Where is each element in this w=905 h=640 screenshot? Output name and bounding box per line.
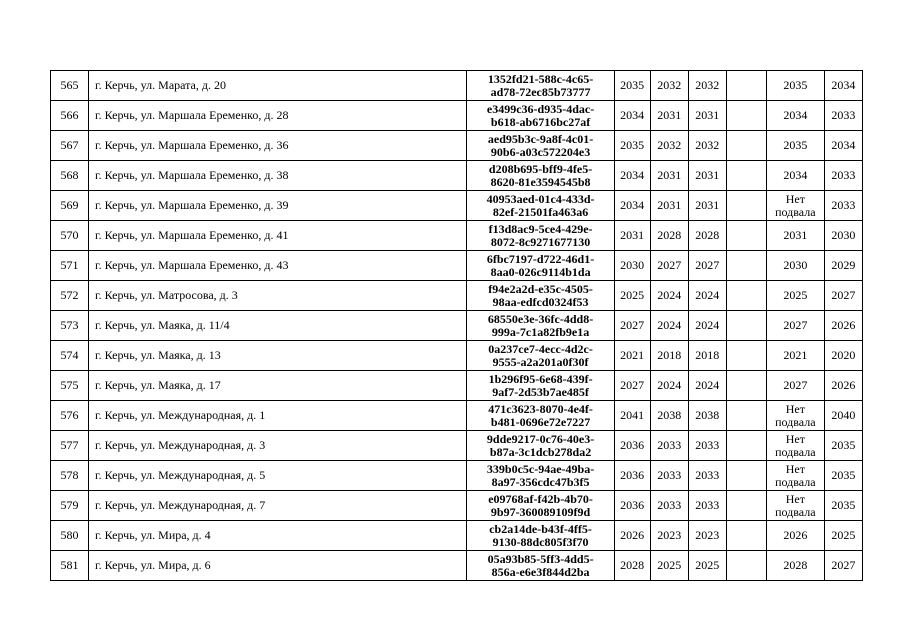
year-cell-3: 2028 bbox=[688, 221, 726, 251]
table-row bbox=[51, 401, 863, 431]
row-number-cell: 565 bbox=[51, 71, 89, 101]
row-number-cell: 576 bbox=[51, 401, 89, 431]
address-cell: г. Керчь, ул. Маяка, д. 17 bbox=[89, 371, 467, 401]
basement-line-1: 2034 bbox=[783, 168, 808, 182]
year-cell-1: 2041 bbox=[614, 401, 650, 431]
house-guid-cell bbox=[467, 131, 614, 161]
basement-line-1: Нет bbox=[785, 191, 805, 206]
guid-line-2: 8aa0-026c9114b1da bbox=[490, 264, 591, 279]
year-cell-2: 2025 bbox=[650, 551, 688, 581]
year-cell-6: 2020 bbox=[824, 341, 862, 371]
basement-year-cell bbox=[766, 371, 824, 401]
house-guid-cell bbox=[467, 491, 614, 521]
basement-year-cell bbox=[766, 311, 824, 341]
year-cell-1: 2034 bbox=[614, 191, 650, 221]
guid-line-2: 8a97-356cdc47b3f5 bbox=[491, 474, 590, 489]
year-cell-2: 2024 bbox=[650, 311, 688, 341]
row-number-cell: 572 bbox=[51, 281, 89, 311]
house-guid-cell bbox=[467, 221, 614, 251]
guid-line-1: 0a237ce7-4ecc-4d2c- bbox=[488, 341, 593, 356]
guid-line-2: 90b6-a03c572204e3 bbox=[490, 144, 591, 159]
basement-line-1: 2026 bbox=[783, 528, 808, 542]
guid-line-2: 9555-a2a201a0f30f bbox=[492, 354, 589, 369]
year-cell-2: 2028 bbox=[650, 221, 688, 251]
table-row bbox=[51, 341, 863, 371]
basement-year-cell bbox=[766, 71, 824, 101]
empty-year-cell bbox=[726, 161, 766, 191]
basement-line-1: Нет bbox=[785, 461, 805, 476]
basement-line-2: подвала bbox=[775, 414, 816, 429]
year-cell-1: 2031 bbox=[614, 221, 650, 251]
year-cell-1: 2021 bbox=[614, 341, 650, 371]
year-cell-6: 2035 bbox=[824, 461, 862, 491]
year-cell-6: 2029 bbox=[824, 251, 862, 281]
house-guid-cell bbox=[467, 101, 614, 131]
address-cell: г. Керчь, ул. Маяка, д. 11/4 bbox=[89, 311, 467, 341]
basement-year-cell bbox=[766, 131, 824, 161]
basement-line-1: 2021 bbox=[783, 348, 808, 362]
guid-line-1: f13d8ac9-5ce4-429e- bbox=[488, 221, 593, 236]
table-row bbox=[51, 491, 863, 521]
year-cell-6: 2033 bbox=[824, 101, 862, 131]
house-guid-cell bbox=[467, 551, 614, 581]
basement-line-2: подвала bbox=[775, 474, 816, 489]
house-guid-cell bbox=[467, 281, 614, 311]
table-row bbox=[51, 71, 863, 101]
year-cell-3: 2024 bbox=[688, 281, 726, 311]
year-cell-3: 2027 bbox=[688, 251, 726, 281]
address-cell: г. Керчь, ул. Маршала Еременко, д. 41 bbox=[89, 221, 467, 251]
guid-line-2: 999a-7c1a82fb9e1a bbox=[491, 324, 590, 339]
address-cell: г. Керчь, ул. Маршала Еременко, д. 43 bbox=[89, 251, 467, 281]
table-row bbox=[51, 191, 863, 221]
basement-year-cell bbox=[766, 461, 824, 491]
guid-line-2: 9b97-360089109f9d bbox=[490, 504, 591, 519]
year-cell-2: 2023 bbox=[650, 521, 688, 551]
year-cell-2: 2032 bbox=[650, 131, 688, 161]
house-guid-cell bbox=[467, 191, 614, 221]
guid-line-1: cb2a14de-b43f-4ff5- bbox=[489, 521, 592, 536]
year-cell-2: 2031 bbox=[650, 191, 688, 221]
row-number-cell: 569 bbox=[51, 191, 89, 221]
basement-line-1: Нет bbox=[785, 491, 805, 506]
year-cell-1: 2025 bbox=[614, 281, 650, 311]
row-number-cell: 577 bbox=[51, 431, 89, 461]
row-number-cell: 573 bbox=[51, 311, 89, 341]
address-cell: г. Керчь, ул. Международная, д. 5 bbox=[89, 461, 467, 491]
guid-line-1: aed95b3c-9a8f-4c01- bbox=[487, 131, 594, 146]
basement-year-cell bbox=[766, 251, 824, 281]
table-row bbox=[51, 461, 863, 491]
year-cell-2: 2027 bbox=[650, 251, 688, 281]
year-cell-1: 2036 bbox=[614, 491, 650, 521]
address-cell: г. Керчь, ул. Маяка, д. 13 bbox=[89, 341, 467, 371]
house-guid-cell bbox=[467, 71, 614, 101]
empty-year-cell bbox=[726, 521, 766, 551]
guid-line-1: 05a93b85-5ff3-4dd5- bbox=[487, 551, 594, 566]
guid-line-1: e3499c36-d935-4dac- bbox=[486, 101, 595, 116]
basement-year-cell bbox=[766, 431, 824, 461]
basement-year-cell bbox=[766, 221, 824, 251]
address-cell: г. Керчь, ул. Маршала Еременко, д. 38 bbox=[89, 161, 467, 191]
year-cell-6: 2027 bbox=[824, 551, 862, 581]
empty-year-cell bbox=[726, 401, 766, 431]
guid-line-1: f94e2a2d-e35c-4505- bbox=[488, 281, 593, 296]
year-cell-1: 2035 bbox=[614, 131, 650, 161]
guid-line-1: 339b0c5c-94ae-49ba- bbox=[486, 461, 595, 476]
address-cell: г. Керчь, ул. Мира, д. 6 bbox=[89, 551, 467, 581]
basement-line-1: 2025 bbox=[783, 288, 808, 302]
year-cell-1: 2036 bbox=[614, 431, 650, 461]
basement-line-2: подвала bbox=[775, 204, 816, 219]
row-number-cell: 570 bbox=[51, 221, 89, 251]
row-number-cell: 567 bbox=[51, 131, 89, 161]
row-number-cell: 581 bbox=[51, 551, 89, 581]
empty-year-cell bbox=[726, 371, 766, 401]
row-number-cell: 571 bbox=[51, 251, 89, 281]
year-cell-6: 2026 bbox=[824, 311, 862, 341]
empty-year-cell bbox=[726, 131, 766, 161]
empty-year-cell bbox=[726, 101, 766, 131]
basement-line-2: подвала bbox=[775, 444, 816, 459]
guid-line-2: b481-0696e72e7227 bbox=[490, 414, 591, 429]
row-number-cell: 566 bbox=[51, 101, 89, 131]
basement-line-1: 2030 bbox=[783, 258, 808, 272]
guid-line-2: 9af7-2d53b7ae485f bbox=[492, 384, 589, 399]
basement-line-1: Нет bbox=[785, 401, 805, 416]
basement-year-cell bbox=[766, 281, 824, 311]
guid-line-2: 82ef-21501fa463a6 bbox=[492, 204, 589, 219]
basement-line-1: Нет bbox=[785, 431, 805, 446]
row-number-cell: 574 bbox=[51, 341, 89, 371]
address-cell: г. Керчь, ул. Международная, д. 3 bbox=[89, 431, 467, 461]
guid-line-2: 98aa-edfcd0324f53 bbox=[492, 294, 589, 309]
empty-year-cell bbox=[726, 251, 766, 281]
address-cell: г. Керчь, ул. Маршала Еременко, д. 36 bbox=[89, 131, 467, 161]
document-page bbox=[50, 70, 863, 581]
housing-register-table bbox=[50, 70, 863, 581]
basement-year-cell bbox=[766, 551, 824, 581]
table-row bbox=[51, 431, 863, 461]
year-cell-3: 2031 bbox=[688, 161, 726, 191]
year-cell-3: 2038 bbox=[688, 401, 726, 431]
year-cell-1: 2028 bbox=[614, 551, 650, 581]
year-cell-2: 2018 bbox=[650, 341, 688, 371]
basement-year-cell bbox=[766, 401, 824, 431]
year-cell-1: 2027 bbox=[614, 311, 650, 341]
house-guid-cell bbox=[467, 401, 614, 431]
empty-year-cell bbox=[726, 461, 766, 491]
guid-line-1: d208b695-bff9-4fe5- bbox=[488, 161, 593, 176]
basement-year-cell bbox=[766, 161, 824, 191]
row-number-cell: 579 bbox=[51, 491, 89, 521]
address-cell: г. Керчь, ул. Международная, д. 7 bbox=[89, 491, 467, 521]
address-cell: г. Керчь, ул. Маршала Еременко, д. 28 bbox=[89, 101, 467, 131]
empty-year-cell bbox=[726, 491, 766, 521]
house-guid-cell bbox=[467, 371, 614, 401]
year-cell-6: 2035 bbox=[824, 431, 862, 461]
guid-line-1: 471c3623-8070-4e4f- bbox=[488, 401, 593, 416]
guid-line-2: 8072-8c9271677130 bbox=[490, 234, 591, 249]
guid-line-1: e09768af-f42b-4b70- bbox=[488, 491, 593, 506]
year-cell-6: 2033 bbox=[824, 161, 862, 191]
year-cell-3: 2033 bbox=[688, 431, 726, 461]
empty-year-cell bbox=[726, 551, 766, 581]
table-row bbox=[51, 161, 863, 191]
guid-line-2: b618-ab6716bc27af bbox=[490, 114, 591, 129]
table-row bbox=[51, 311, 863, 341]
year-cell-6: 2040 bbox=[824, 401, 862, 431]
house-guid-cell bbox=[467, 431, 614, 461]
year-cell-3: 2033 bbox=[688, 461, 726, 491]
year-cell-3: 2024 bbox=[688, 371, 726, 401]
basement-year-cell bbox=[766, 521, 824, 551]
guid-line-1: 1b296f95-6e68-439f- bbox=[488, 371, 593, 386]
year-cell-3: 2033 bbox=[688, 491, 726, 521]
table-row bbox=[51, 131, 863, 161]
year-cell-2: 2031 bbox=[650, 161, 688, 191]
year-cell-6: 2026 bbox=[824, 371, 862, 401]
year-cell-1: 2030 bbox=[614, 251, 650, 281]
guid-line-2: b87a-3c1dcb278da2 bbox=[489, 444, 592, 459]
empty-year-cell bbox=[726, 221, 766, 251]
guid-line-1: 40953aed-01c4-433d- bbox=[486, 191, 595, 206]
table-row bbox=[51, 221, 863, 251]
year-cell-3: 2032 bbox=[688, 71, 726, 101]
year-cell-2: 2032 bbox=[650, 71, 688, 101]
empty-year-cell bbox=[726, 311, 766, 341]
address-cell: г. Керчь, ул. Маршала Еременко, д. 39 bbox=[89, 191, 467, 221]
year-cell-2: 2031 bbox=[650, 101, 688, 131]
year-cell-6: 2033 bbox=[824, 191, 862, 221]
empty-year-cell bbox=[726, 191, 766, 221]
basement-line-1: 2031 bbox=[783, 228, 808, 242]
house-guid-cell bbox=[467, 341, 614, 371]
year-cell-3: 2023 bbox=[688, 521, 726, 551]
year-cell-3: 2018 bbox=[688, 341, 726, 371]
year-cell-6: 2035 bbox=[824, 491, 862, 521]
basement-year-cell bbox=[766, 341, 824, 371]
year-cell-6: 2034 bbox=[824, 71, 862, 101]
guid-line-1: 1352fd21-588c-4c65- bbox=[487, 71, 594, 86]
table-row bbox=[51, 551, 863, 581]
empty-year-cell bbox=[726, 341, 766, 371]
guid-line-2: 856a-e6e3f844d2ba bbox=[491, 564, 590, 579]
basement-line-1: 2027 bbox=[783, 318, 808, 332]
basement-line-1: 2035 bbox=[783, 78, 808, 92]
year-cell-1: 2035 bbox=[614, 71, 650, 101]
basement-line-1: 2034 bbox=[783, 108, 808, 122]
guid-line-1: 68550e3e-36fc-4dd8- bbox=[487, 311, 594, 326]
row-number-cell: 568 bbox=[51, 161, 89, 191]
empty-year-cell bbox=[726, 71, 766, 101]
row-number-cell: 575 bbox=[51, 371, 89, 401]
year-cell-1: 2034 bbox=[614, 101, 650, 131]
year-cell-2: 2033 bbox=[650, 431, 688, 461]
table-row bbox=[51, 101, 863, 131]
guid-line-1: 9dde9217-0c76-40e3- bbox=[486, 431, 595, 446]
house-guid-cell bbox=[467, 161, 614, 191]
table-row bbox=[51, 521, 863, 551]
year-cell-2: 2033 bbox=[650, 491, 688, 521]
basement-year-cell bbox=[766, 101, 824, 131]
guid-line-2: 9130-88dc805f3f70 bbox=[492, 534, 589, 549]
year-cell-6: 2034 bbox=[824, 131, 862, 161]
basement-line-1: 2035 bbox=[783, 138, 808, 152]
house-guid-cell bbox=[467, 311, 614, 341]
year-cell-3: 2024 bbox=[688, 311, 726, 341]
guid-line-2: 8620-81e3594545b8 bbox=[490, 174, 591, 189]
year-cell-3: 2031 bbox=[688, 191, 726, 221]
address-cell: г. Керчь, ул. Мира, д. 4 bbox=[89, 521, 467, 551]
year-cell-3: 2025 bbox=[688, 551, 726, 581]
empty-year-cell bbox=[726, 281, 766, 311]
year-cell-2: 2038 bbox=[650, 401, 688, 431]
address-cell: г. Керчь, ул. Международная, д. 1 bbox=[89, 401, 467, 431]
basement-line-1: 2028 bbox=[783, 558, 808, 572]
address-cell: г. Керчь, ул. Матросова, д. 3 bbox=[89, 281, 467, 311]
year-cell-6: 2030 bbox=[824, 221, 862, 251]
year-cell-2: 2033 bbox=[650, 461, 688, 491]
year-cell-1: 2026 bbox=[614, 521, 650, 551]
year-cell-3: 2031 bbox=[688, 101, 726, 131]
guid-line-2: ad78-72ec85b73777 bbox=[490, 84, 591, 99]
address-cell: г. Керчь, ул. Марата, д. 20 bbox=[89, 71, 467, 101]
year-cell-2: 2024 bbox=[650, 371, 688, 401]
basement-year-cell bbox=[766, 191, 824, 221]
year-cell-1: 2036 bbox=[614, 461, 650, 491]
table-row bbox=[51, 251, 863, 281]
row-number-cell: 578 bbox=[51, 461, 89, 491]
table-row bbox=[51, 371, 863, 401]
house-guid-cell bbox=[467, 521, 614, 551]
year-cell-1: 2034 bbox=[614, 161, 650, 191]
basement-line-2: подвала bbox=[775, 504, 816, 519]
house-guid-cell bbox=[467, 461, 614, 491]
year-cell-3: 2032 bbox=[688, 131, 726, 161]
year-cell-1: 2027 bbox=[614, 371, 650, 401]
row-number-cell: 580 bbox=[51, 521, 89, 551]
year-cell-6: 2025 bbox=[824, 521, 862, 551]
year-cell-6: 2027 bbox=[824, 281, 862, 311]
basement-year-cell bbox=[766, 491, 824, 521]
empty-year-cell bbox=[726, 431, 766, 461]
guid-line-1: 6fbc7197-d722-46d1- bbox=[486, 251, 595, 266]
table-row bbox=[51, 281, 863, 311]
basement-line-1: 2027 bbox=[783, 378, 808, 392]
year-cell-2: 2024 bbox=[650, 281, 688, 311]
house-guid-cell bbox=[467, 251, 614, 281]
